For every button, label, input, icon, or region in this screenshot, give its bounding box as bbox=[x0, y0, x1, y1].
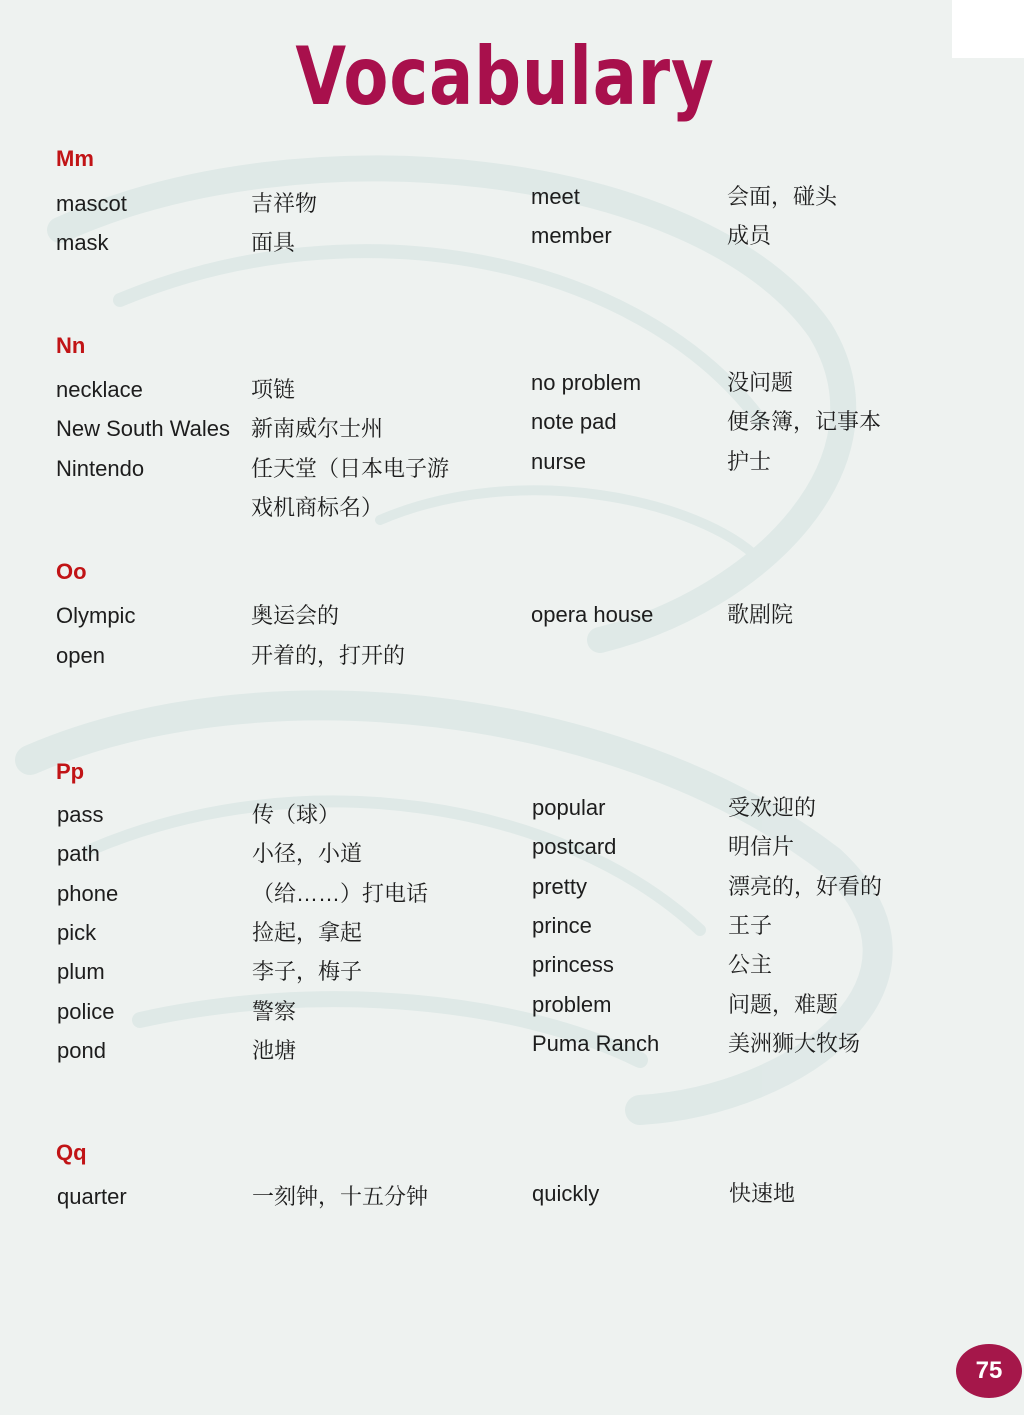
chinese-meaning: 警察 bbox=[252, 999, 297, 1024]
chinese-meaning: 便条簿，记事本 bbox=[727, 409, 882, 434]
english-word: plum bbox=[57, 959, 105, 984]
english-word: opera house bbox=[531, 602, 654, 627]
english-word: quarter bbox=[57, 1184, 127, 1209]
chinese-meaning: 一刻钟，十五分钟 bbox=[252, 1184, 429, 1209]
english-word: pretty bbox=[532, 874, 588, 899]
page-number-badge: 75 bbox=[956, 1344, 1022, 1398]
chinese-meaning: 小径，小道 bbox=[252, 841, 363, 866]
english-word: prince bbox=[532, 913, 592, 938]
english-word: princess bbox=[532, 952, 614, 977]
english-word: Olympic bbox=[56, 603, 136, 628]
chinese-meaning: 奥运会的 bbox=[251, 603, 340, 628]
english-word: Nintendo bbox=[56, 456, 145, 481]
chinese-meaning: 美洲狮大牧场 bbox=[728, 1031, 861, 1056]
page-title: Vocabulary bbox=[295, 30, 715, 123]
english-word: problem bbox=[532, 992, 612, 1017]
chinese-meaning: 受欢迎的 bbox=[728, 795, 817, 820]
english-word: Puma Ranch bbox=[532, 1031, 660, 1056]
section-heading-q: Qq bbox=[56, 1140, 87, 1165]
chinese-meaning: 快速地 bbox=[729, 1181, 796, 1206]
section-heading-n: Nn bbox=[56, 333, 86, 358]
english-word: postcard bbox=[532, 834, 617, 859]
section-heading-m: Mm bbox=[56, 146, 94, 171]
english-word: member bbox=[531, 223, 612, 248]
chinese-meaning: 没问题 bbox=[727, 370, 794, 395]
chinese-meaning: 歌剧院 bbox=[727, 602, 794, 627]
chinese-meaning: 王子 bbox=[728, 913, 773, 938]
english-word: pick bbox=[57, 920, 97, 945]
chinese-meaning: 池塘 bbox=[252, 1038, 297, 1063]
chinese-meaning: 明信片 bbox=[728, 834, 795, 859]
chinese-meaning: 任天堂（日本电子游戏机商标名） bbox=[251, 456, 450, 520]
english-word: mask bbox=[56, 230, 109, 255]
chinese-meaning: 成员 bbox=[727, 223, 772, 248]
english-word: phone bbox=[57, 881, 119, 906]
chinese-meaning: 护士 bbox=[727, 449, 772, 474]
english-word: meet bbox=[531, 184, 580, 209]
english-word: note pad bbox=[531, 409, 617, 434]
chinese-meaning: 面具 bbox=[251, 230, 296, 255]
section-heading-o: Oo bbox=[56, 559, 87, 584]
english-word: quickly bbox=[532, 1181, 600, 1206]
chinese-meaning: 会面，碰头 bbox=[727, 184, 838, 209]
corner-white-block bbox=[952, 0, 1024, 58]
chinese-meaning: 传（球） bbox=[252, 802, 341, 827]
section-heading-p: Pp bbox=[56, 759, 85, 784]
chinese-meaning: 公主 bbox=[728, 952, 773, 977]
chinese-meaning: 问题，难题 bbox=[728, 992, 839, 1017]
english-word: nurse bbox=[531, 449, 587, 474]
english-word: pond bbox=[57, 1038, 106, 1063]
english-word: open bbox=[56, 643, 105, 668]
chinese-meaning: 项链 bbox=[251, 377, 296, 402]
chinese-meaning: 吉祥物 bbox=[251, 191, 318, 216]
chinese-meaning: 李子，梅子 bbox=[252, 959, 363, 984]
chinese-meaning: （给……）打电话 bbox=[252, 881, 429, 906]
english-word: mascot bbox=[56, 191, 127, 216]
chinese-meaning: 新南威尔士州 bbox=[251, 416, 384, 441]
english-word: New South Wales bbox=[56, 416, 231, 441]
english-word: popular bbox=[532, 795, 606, 820]
chinese-meaning: 捡起，拿起 bbox=[252, 920, 363, 945]
english-word: path bbox=[57, 841, 100, 866]
english-word: police bbox=[57, 999, 115, 1024]
english-word: necklace bbox=[56, 377, 143, 402]
english-word: no problem bbox=[531, 370, 642, 395]
english-word: pass bbox=[57, 802, 104, 827]
chinese-meaning: 漂亮的，好看的 bbox=[728, 874, 883, 899]
chinese-meaning: 开着的，打开的 bbox=[251, 643, 406, 668]
